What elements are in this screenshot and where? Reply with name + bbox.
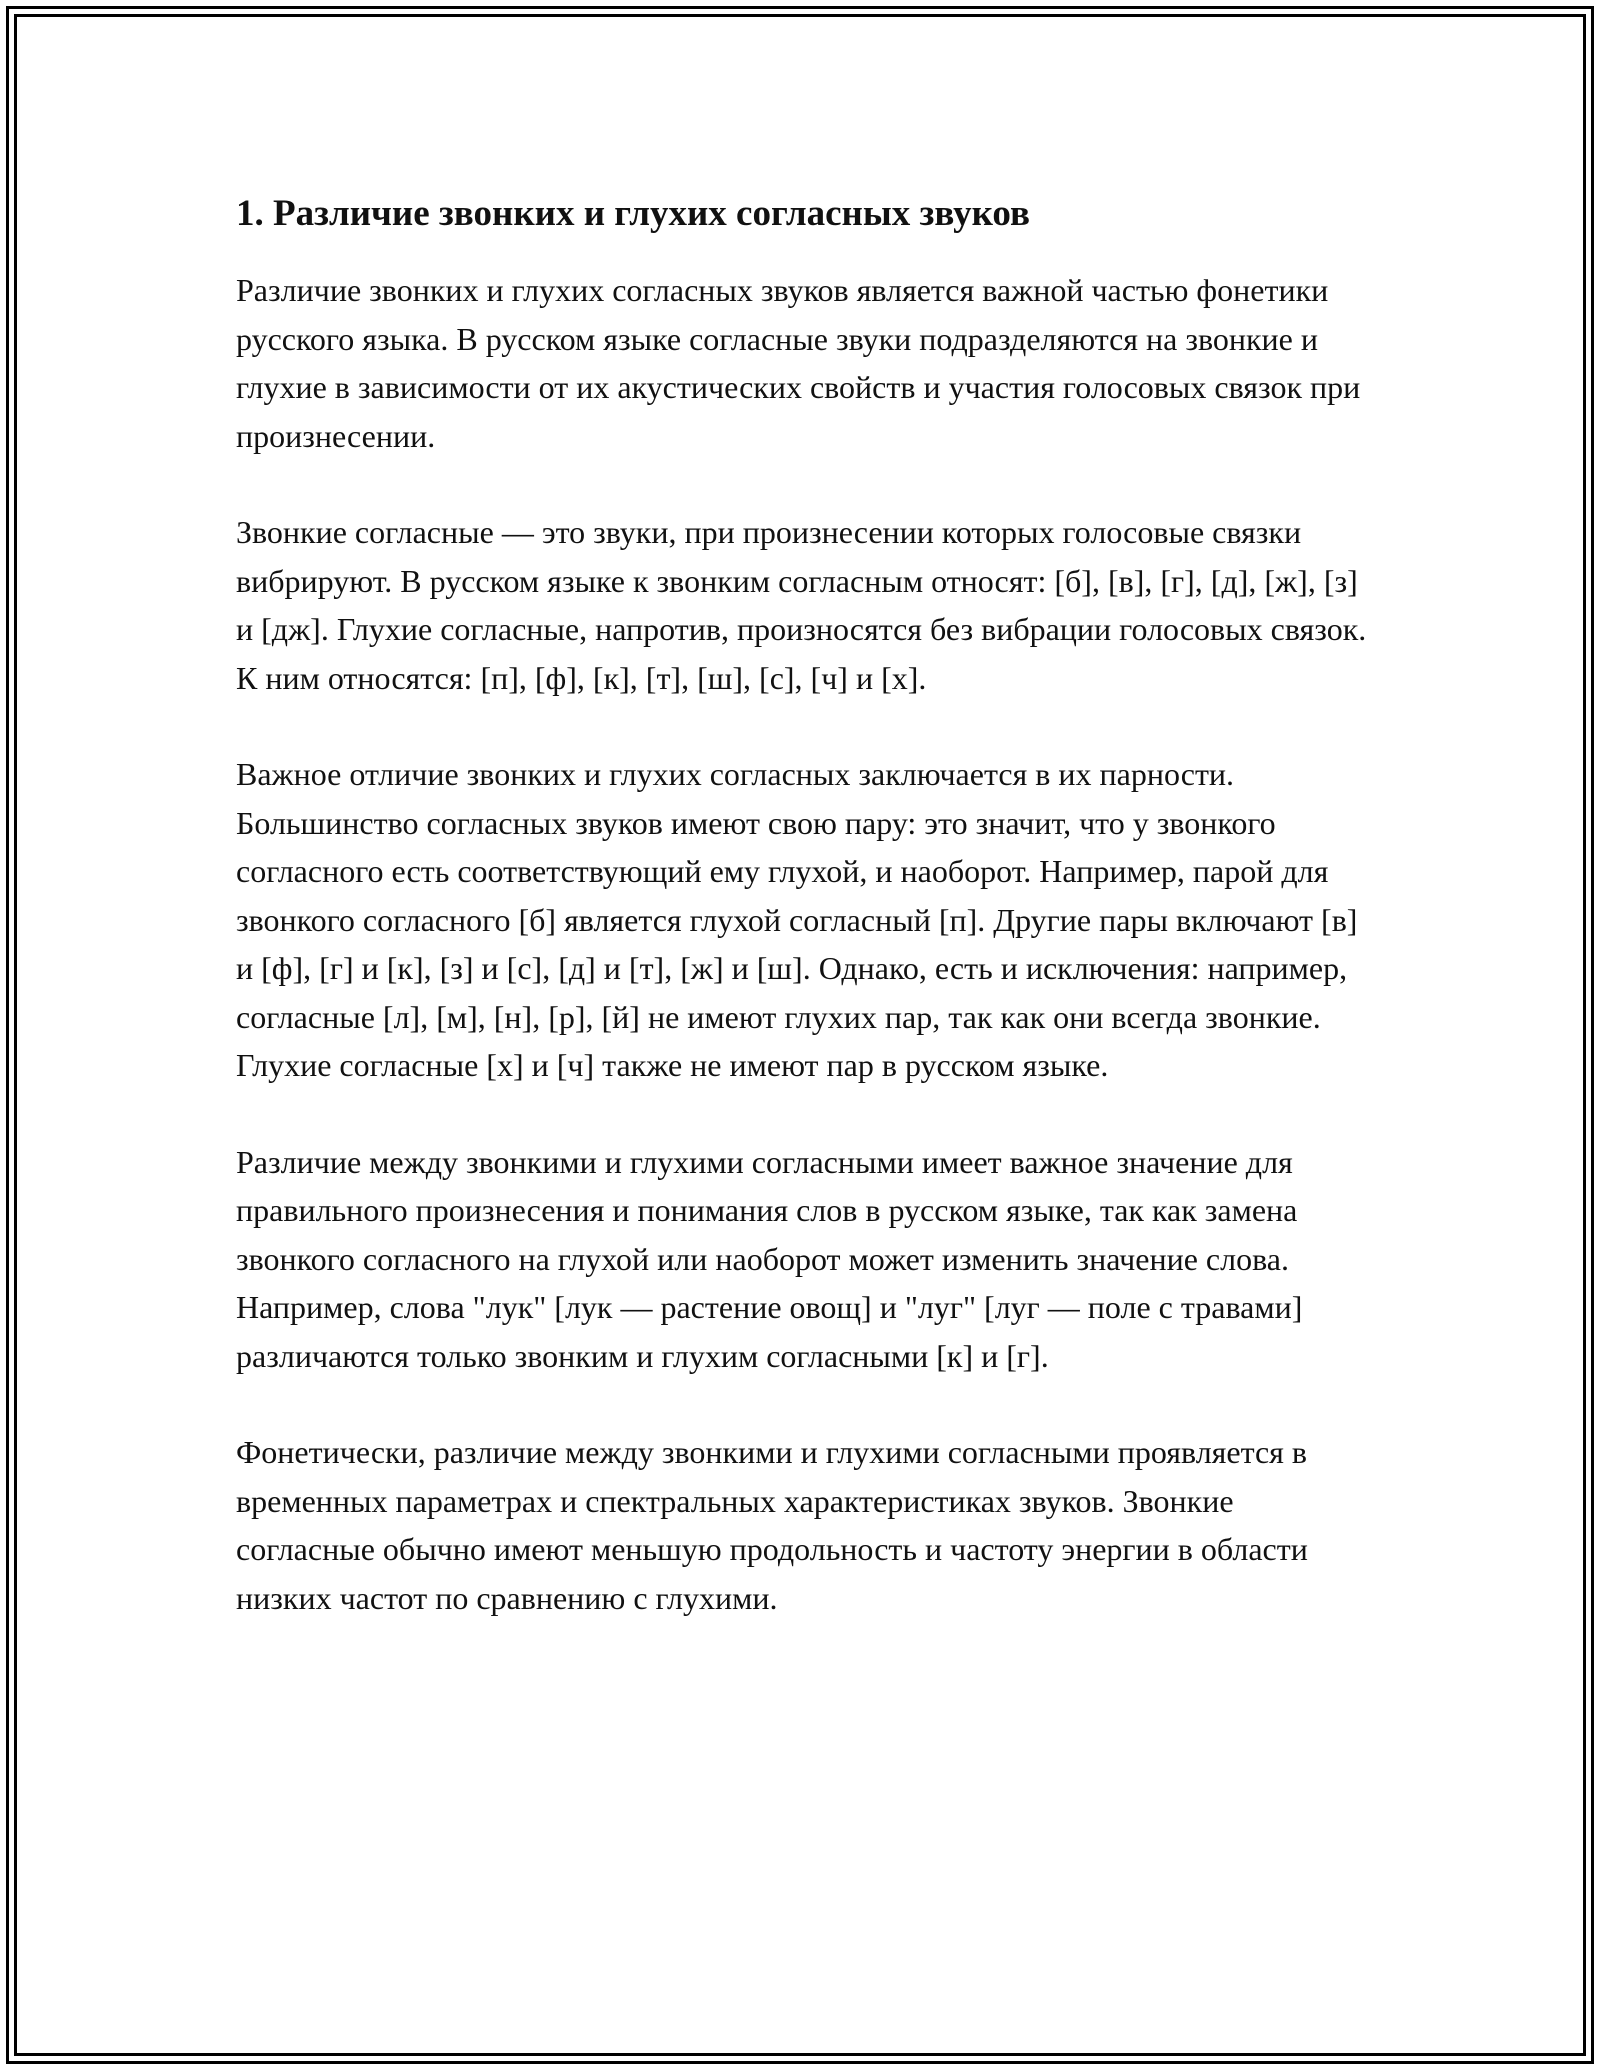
paragraph-pairs: Важное отличие звонких и глухих согласных заключается в их парности. Большинство согласных звуков имеют свою пару: это значит, что у звонкого согласного есть соответствующий ему глухой, и наоборот. Например, парой для звонкого согласного [б] является глухой согласный [п]. Другие пары включают [в] и [ф], [г] и [к], [з] и [с], [д] и [т], [ж] и [ш]. Однако, есть и исключения: например, согласные [л], [м], [н], [р], [й] не имеют глухих пар, так как они всегда звонкие. Глухие согласные [х] и [ч] также не имеют пар в русском языке. — [236, 756, 1358, 1083]
paragraph-intro: Различие звонких и глухих согласных звуков является важной частью фонетики русского языка. В русском языке согласные звуки подразделяются на звонкие и глухие в зависимости от их акустических свойств и участия голосовых связок при произнесении. — [236, 272, 1361, 454]
paragraph-phonetics: Фонетически, различие между звонкими и глухими согласными проявляется в временных параметрах и спектральных характеристиках звуков. Звонкие согласные обычно имеют меньшую продольность и частоту энергии в области низких частот по сравнению с глухими. — [236, 1434, 1308, 1616]
section-heading: 1. Различие звонких и глухих согласных звуков — [236, 193, 1030, 234]
paragraph-meaning: Различие между звонкими и глухими согласными имеет важное значение для правильного произнесения и понимания слов в русском языке, так как замена звонкого согласного на глухой или наоборот может изменить значение слова. Например, слова "лук" [лук — растение овощ] и "луг" [луг — поле с травами] различаются только звонким и глухим согласными [к] и [г]. — [236, 1143, 1303, 1374]
document-body — [236, 188, 1376, 1670]
paragraph-voiced-voiceless: Звонкие согласные — это звуки, при произнесении которых голосовые связки вибрируют. В русском языке к звонким согласным относят: [б], [в], [г], [д], [ж], [з] и [дж]. Глухие согласные, напротив, произносятся без вибрации голосовых связок. К ним относятся: [п], [ф], [к], [т], [ш], [с], [ч] и [х]. — [236, 514, 1367, 696]
